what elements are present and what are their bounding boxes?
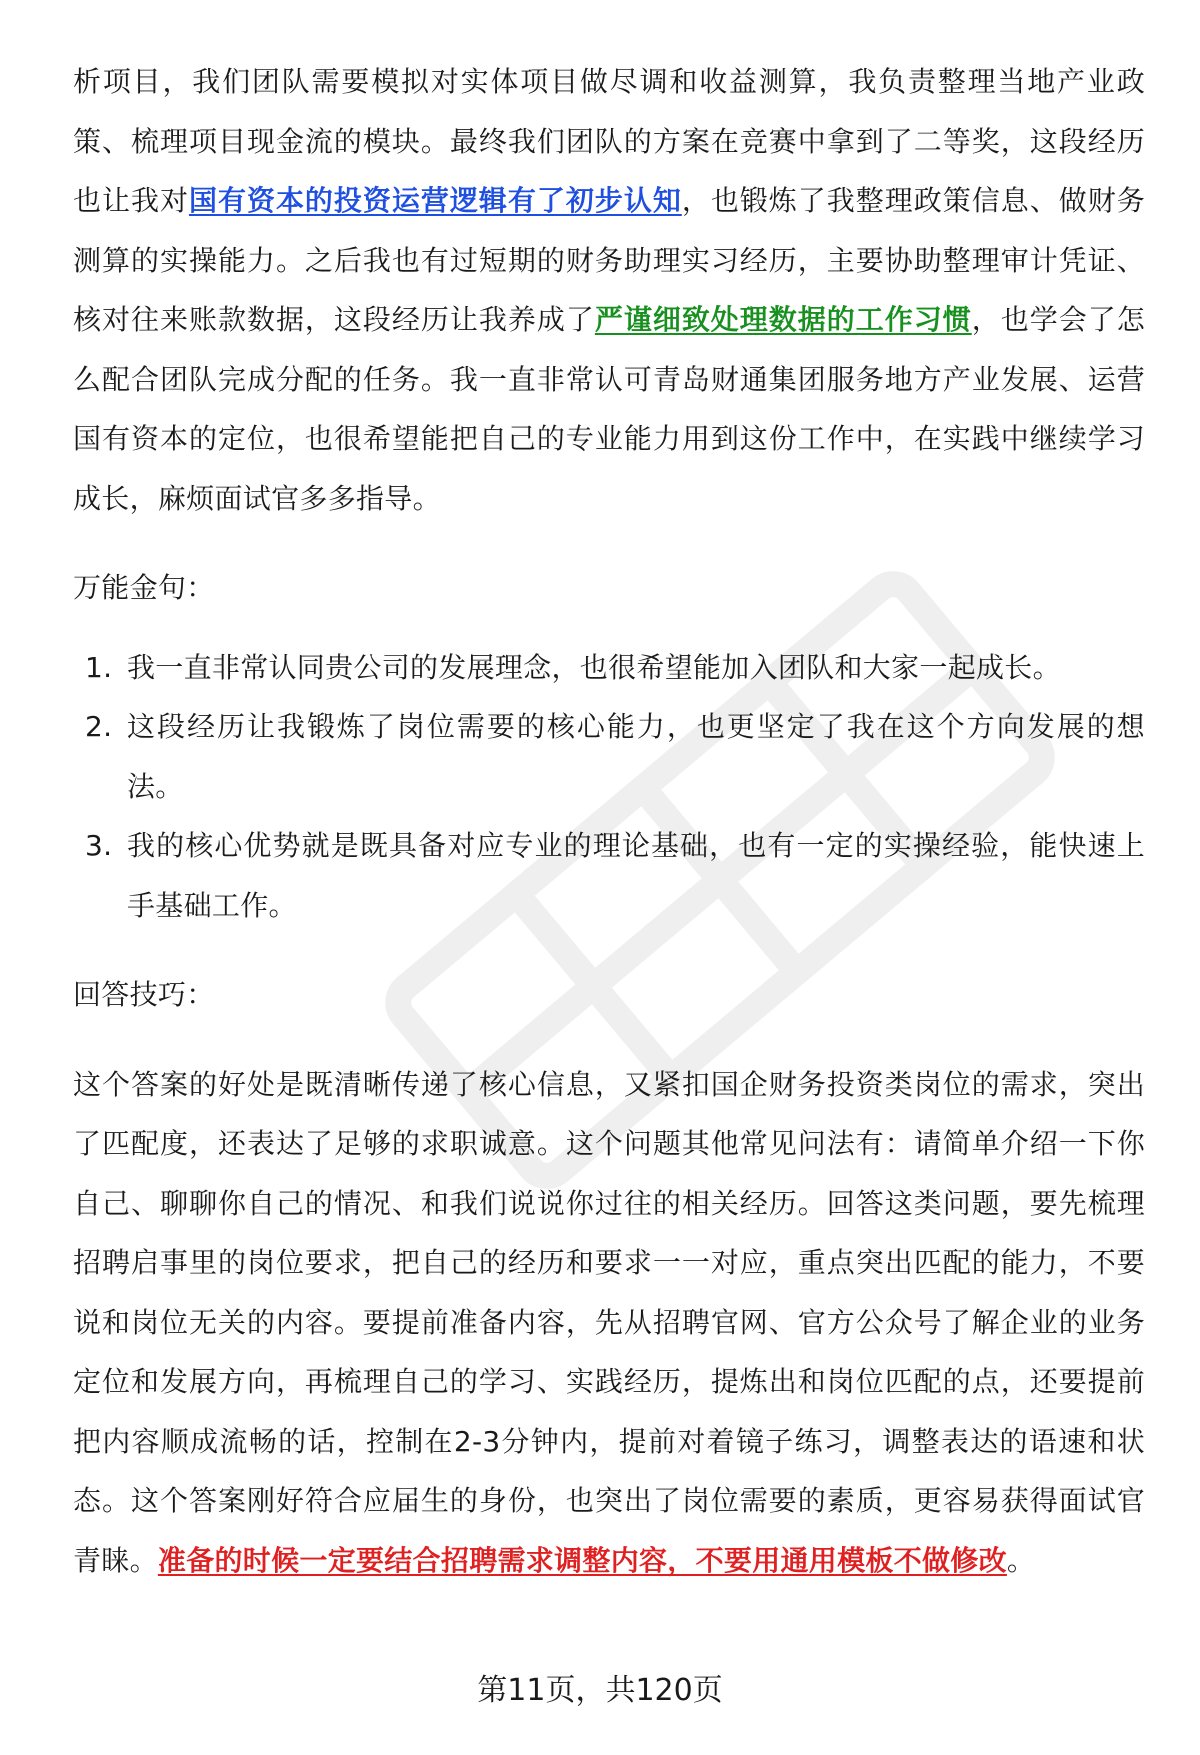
list-item: [73, 638, 1145, 698]
tips-heading: 回答技巧：: [73, 978, 215, 1011]
intro-highlight-green: 严谨细致处理数据的工作习惯: [594, 303, 972, 336]
tips-highlight-red: 准备的时候一定要结合招聘需求调整内容，不要用通用模板不做修改: [157, 1543, 1007, 1577]
intro-text-2: ，也锻炼了我整理政策信息、做财务测算的实操能力。之后我也有过短期的财务助理实习经历，主要协助整理审计凭证、核对往来账款数据，这段经历让我养成了: [73, 184, 1145, 336]
list-number: 1.: [85, 650, 113, 684]
intro-text-1: 析项目，我们团队需要模拟对实体项目做尽调和收益测算，我负责整理当地产业政策、梳理项目现金流的模块。最终我们团队的方案在竞赛中拿到了二等奖，这段经历也让我对: [73, 65, 1145, 217]
list-item-text: 我的核心优势就是既具备对应专业的理论基础，也有一定的实操经验，能快速上手基础工作。: [127, 829, 1145, 922]
document-body: [73, 52, 1145, 1590]
golden-heading: 万能金句：: [73, 571, 215, 604]
golden-list: [73, 638, 1145, 936]
intro-text-3: ，也学会了怎么配合团队完成分配的任务。我一直非常认可青岛财通集团服务地方产业发展、运营国有资本的定位，也很希望能把自己的专业能力用到这份工作中，在实践中继续学习成长，麻烦面试官多多指导。: [73, 303, 1145, 515]
list-item: [73, 697, 1145, 816]
list-number: 2.: [85, 710, 113, 743]
page-footer: 第11页，共120页: [477, 1673, 723, 1708]
intro-highlight-blue: 国有资本的投资运营逻辑有了初步认知: [188, 184, 682, 217]
tips-text-1: 这个答案的好处是既清晰传递了核心信息，又紧扣国企财务投资类岗位的需求，突出了匹配度，还表达了足够的求职诚意。这个问题其他常见问法有：请简单介绍一下你自己、聊聊你自己的情况、和我们说说你过往的相关经历。回答这类问题，要先梳理招聘启事里的岗位要求，把自己的经历和要求一一对应，重点突出匹配的能力，不要说和岗位无关的内容。要提前准备内容，先从招聘官网、官方公众号了解企业的业务定位和发展方向，再梳理自己的学习、实践经历，提炼出和岗位匹配的点，还要提前把内容顺成流畅的话，控制在2-3分钟内，提前对着镜子练习，调整表达的语速和状态。这个答案刚好符合应届生的身份，也突出了岗位需要的素质，更容易获得面试官青睐。: [73, 1067, 1145, 1577]
tips-paragraph: [73, 1055, 1145, 1591]
list-number: 3.: [85, 829, 113, 862]
list-item-text: 我一直非常认同贵公司的发展理念，也很希望能加入团队和大家一起成长。: [127, 650, 1061, 684]
list-item-text: 这段经历让我锻炼了岗位需要的核心能力，也更坚定了我在这个方向发展的想法。: [127, 710, 1145, 803]
intro-paragraph: [73, 52, 1145, 528]
list-item: [73, 816, 1145, 935]
tips-text-2: 。: [1006, 1543, 1036, 1577]
